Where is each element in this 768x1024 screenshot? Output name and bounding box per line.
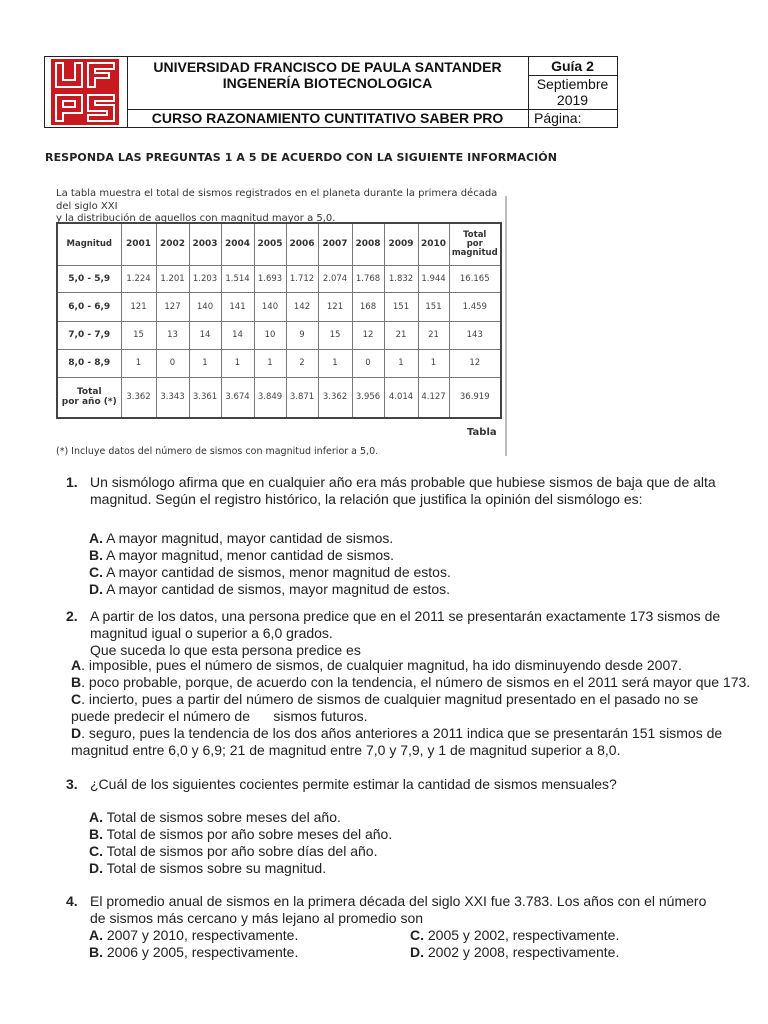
header-year: 2009 — [384, 223, 418, 265]
row-label: 7,0 - 7,9 — [57, 321, 121, 349]
option-c[interactable] — [89, 843, 392, 860]
option-text: . poco probable, porque, de acuerdo con la tendencia, el número de sismos en el 2011 será mayor que 173. — [81, 674, 751, 690]
option-letter: C — [71, 691, 82, 707]
option-text-continued: magnitud entre 6,0 y 6,9; 21 de magnitud entre 7,0 y 7,9, y 1 de magnitud superior a 8,0. — [71, 742, 621, 758]
table-cell: 1 — [318, 349, 352, 377]
question-text-line: magnitud igual o superior a 6,0 grados. — [90, 625, 333, 641]
table-cell: 1.768 — [352, 265, 384, 292]
table-cell: 3.849 — [254, 377, 286, 418]
option-b[interactable] — [89, 547, 451, 564]
table-cell: 140 — [189, 292, 221, 321]
option-letter: B. — [89, 547, 103, 563]
question-number: 3. — [66, 776, 78, 792]
question-4 — [66, 893, 756, 926]
header-title-cell — [127, 57, 529, 127]
date-month: Septiembre — [536, 76, 609, 92]
option-text: Total de sismos por año sobre meses del año. — [103, 826, 393, 842]
table-cell: 168 — [352, 292, 384, 321]
question-text — [90, 474, 716, 508]
question-4-options-left — [89, 927, 298, 961]
option-text-continued: puede predecir el número de sismos futuros. — [71, 708, 368, 724]
option-letter: B. — [89, 944, 103, 960]
option-text: 2006 y 2005, respectivamente. — [103, 944, 299, 960]
question-text — [90, 608, 720, 659]
option-letter: B. — [89, 826, 103, 842]
question-number: 1. — [66, 474, 78, 490]
option-a[interactable] — [89, 530, 451, 547]
table-cell: 1 — [221, 349, 254, 377]
option-letter: A. — [89, 927, 103, 943]
table-row — [57, 349, 501, 377]
question-1-options — [89, 530, 451, 598]
table-cell: 21 — [384, 321, 418, 349]
table-cell-total: 16.165 — [449, 265, 501, 292]
question-2-options — [71, 657, 761, 759]
header-year: 2001 — [121, 223, 156, 265]
table-cell: 3.956 — [352, 377, 384, 418]
table-cell: 1.693 — [254, 265, 286, 292]
option-text: A mayor cantidad de sismos, menor magnitud de estos. — [103, 564, 451, 580]
table-cell-total: 36.919 — [449, 377, 501, 418]
total-label-line: Total — [76, 387, 102, 398]
header-total-por-magnitud — [449, 223, 501, 265]
table-cell-total: 1.459 — [449, 292, 501, 321]
header-total-line: Total — [463, 229, 487, 240]
table-caption: Tabla — [467, 427, 497, 438]
question-text-line: ¿Cuál de los siguientes cocientes permite estimar la cantidad de sismos mensuales? — [90, 776, 617, 792]
table-cell: 142 — [286, 292, 318, 321]
question-text-line: Que suceda lo que esta persona predice es — [90, 642, 361, 658]
table-cell: 0 — [156, 349, 189, 377]
table-cell: 1 — [121, 349, 156, 377]
table-cell: 1 — [254, 349, 286, 377]
option-b[interactable] — [71, 674, 761, 691]
question-2 — [66, 608, 756, 658]
question-text-line: A partir de los datos, una persona predice que en el 2011 se presentarán exactamente 173 sismos de — [90, 608, 721, 624]
table-cell: 13 — [156, 321, 189, 349]
header-date — [528, 76, 617, 108]
page-label: Página: — [528, 109, 617, 128]
option-d[interactable] — [89, 581, 451, 598]
option-text: Total de sismos por año sobre días del año. — [103, 843, 378, 859]
table-header-row — [57, 223, 501, 265]
table-cell: 14 — [189, 321, 221, 349]
table-cell: 1.203 — [189, 265, 221, 292]
question-1 — [66, 474, 756, 507]
question-4-options-right — [410, 927, 619, 961]
row-label: 5,0 - 5,9 — [57, 265, 121, 292]
option-letter: D. — [89, 860, 103, 876]
guide-label: Guía 2 — [528, 57, 617, 76]
header-year: 2007 — [318, 223, 352, 265]
option-a[interactable] — [71, 657, 761, 674]
university-name: UNIVERSIDAD FRANCISCO DE PAULA SANTANDER — [153, 59, 502, 75]
program-name: INGENERÍA BIOTECNOLOGICA — [222, 75, 433, 91]
option-text: 2005 y 2002, respectivamente. — [424, 927, 620, 943]
document-header — [44, 56, 618, 128]
header-total-line: por — [466, 238, 483, 249]
table-footnote: (*) Incluye datos del número de sismos con magnitud inferior a 5,0. — [56, 446, 379, 457]
option-letter: D. — [410, 944, 424, 960]
table-cell: 3.361 — [189, 377, 221, 418]
table-cell: 3.871 — [286, 377, 318, 418]
question-text-line: de sismos más cercano y más lejano al promedio son — [90, 910, 424, 926]
option-b[interactable] — [89, 826, 392, 843]
table-cell: 21 — [418, 321, 449, 349]
table-cell: 140 — [254, 292, 286, 321]
option-text: 2007 y 2010, respectivamente. — [103, 927, 299, 943]
option-letter: D. — [89, 581, 103, 597]
option-text: A mayor magnitud, mayor cantidad de sismos. — [103, 530, 394, 546]
table-cell: 0 — [352, 349, 384, 377]
option-a[interactable] — [89, 927, 298, 944]
table-cell: 15 — [121, 321, 156, 349]
option-text: . incierto, pues a partir del número de sismos de cualquier magnitud presentado en el pasado no se — [81, 691, 699, 707]
question-text-line: magnitud. Según el registro histórico, la relación que justifica la opinión del sismólogo es: — [90, 491, 643, 507]
instructions-heading: RESPONDA LAS PREGUNTAS 1 A 5 DE ACUERDO CON LA SIGUIENTE INFORMACIÓN — [45, 151, 558, 164]
table-cell: 15 — [318, 321, 352, 349]
question-number: 4. — [66, 893, 78, 909]
table-cell: 1.224 — [121, 265, 156, 292]
header-year: 2004 — [221, 223, 254, 265]
table-cell: 3.362 — [121, 377, 156, 418]
header-total-line: magnitud — [451, 247, 498, 258]
option-c[interactable] — [410, 927, 619, 944]
question-text-line: El promedio anual de sismos en la primera década del siglo XXI fue 3.783. Los años con el número — [90, 893, 707, 909]
question-text — [90, 893, 706, 927]
option-letter: A. — [89, 809, 103, 825]
option-d[interactable] — [410, 944, 619, 961]
option-letter: C. — [89, 564, 103, 580]
table-cell: 2.074 — [318, 265, 352, 292]
table-intro — [56, 188, 506, 226]
logo-cell — [45, 57, 128, 127]
table-cell: 121 — [121, 292, 156, 321]
table-cell: 9 — [286, 321, 318, 349]
option-b[interactable] — [89, 944, 298, 961]
earthquake-table — [56, 222, 502, 419]
option-letter: D — [71, 725, 82, 741]
table-cell: 1 — [418, 349, 449, 377]
intro-line-1: La tabla muestra el total de sismos registrados en el planeta durante la primera década del siglo XXI — [56, 188, 498, 212]
table-cell: 10 — [254, 321, 286, 349]
option-letter: C. — [410, 927, 424, 943]
table-cell: 141 — [221, 292, 254, 321]
header-meta-cell — [528, 57, 617, 127]
table-cell: 3.362 — [318, 377, 352, 418]
question-text-line: Un sismólogo afirma que en cualquier año era más probable que hubiese sismos de baja que de alta — [90, 474, 716, 490]
table-cell: 1.944 — [418, 265, 449, 292]
header-year: 2008 — [352, 223, 384, 265]
table-cell: 151 — [418, 292, 449, 321]
course-name: CURSO RAZONAMIENTO CUNTITATIVO SABER PRO — [127, 109, 528, 128]
option-text: . imposible, pues el número de sismos, de cualquier magnitud, ha ido disminuyendo desde 2007. — [81, 657, 682, 673]
table-cell: 1.832 — [384, 265, 418, 292]
table-cell: 151 — [384, 292, 418, 321]
header-year: 2006 — [286, 223, 318, 265]
ufps-logo-graphic — [51, 59, 119, 125]
table-cell: 121 — [318, 292, 352, 321]
table-row — [57, 292, 501, 321]
option-text: A mayor magnitud, menor cantidad de sismos. — [103, 547, 395, 563]
option-c[interactable] — [89, 564, 451, 581]
question-text — [90, 776, 617, 793]
date-year: 2019 — [556, 92, 589, 108]
table-cell-total: 143 — [449, 321, 501, 349]
ufps-logo-icon — [51, 59, 119, 125]
header-year: 2005 — [254, 223, 286, 265]
option-a[interactable] — [89, 809, 392, 826]
row-label: 6,0 - 6,9 — [57, 292, 121, 321]
option-text: 2002 y 2008, respectivamente. — [424, 944, 620, 960]
option-letter: A. — [89, 530, 103, 546]
table-cell: 3.674 — [221, 377, 254, 418]
table-cell: 127 — [156, 292, 189, 321]
option-text: Total de sismos sobre su magnitud. — [103, 860, 327, 876]
table-cell: 14 — [221, 321, 254, 349]
table-cell: 3.343 — [156, 377, 189, 418]
total-row-label — [57, 377, 121, 418]
table-cell: 1 — [189, 349, 221, 377]
option-text: A mayor cantidad de sismos, mayor magnitud de estos. — [103, 581, 451, 597]
option-d[interactable] — [71, 725, 761, 759]
option-text: . seguro, pues la tendencia de los dos años anteriores a 2011 indica que se presentarán 151 sismos de — [81, 725, 723, 741]
table-cell: 4.127 — [418, 377, 449, 418]
option-text: Total de sismos sobre meses del año. — [103, 809, 341, 825]
header-year: 2003 — [189, 223, 221, 265]
margin-divider — [505, 196, 507, 456]
question-3-options — [89, 809, 392, 877]
table-cell: 12 — [352, 321, 384, 349]
intro-line-2: y la distribución de aquellos con magnitud mayor a 5,0. — [56, 213, 336, 224]
table-row — [57, 265, 501, 292]
table-cell: 1.201 — [156, 265, 189, 292]
row-label: 8,0 - 8,9 — [57, 349, 121, 377]
option-letter: B — [71, 674, 82, 690]
table-cell: 1 — [384, 349, 418, 377]
option-d[interactable] — [89, 860, 392, 877]
question-3 — [66, 776, 756, 793]
option-letter: A — [71, 657, 82, 673]
table-cell: 2 — [286, 349, 318, 377]
total-label-line: por año (*) — [61, 397, 117, 408]
table-total-row — [57, 377, 501, 418]
table-cell: 1.514 — [221, 265, 254, 292]
table-row — [57, 321, 501, 349]
table-cell-total: 12 — [449, 349, 501, 377]
header-magnitud: Magnitud — [57, 223, 121, 265]
question-number: 2. — [66, 608, 78, 624]
header-year: 2010 — [418, 223, 449, 265]
option-c[interactable] — [71, 691, 761, 725]
table-cell: 1.712 — [286, 265, 318, 292]
table-cell: 4.014 — [384, 377, 418, 418]
header-year: 2002 — [156, 223, 189, 265]
option-letter: C. — [89, 843, 103, 859]
